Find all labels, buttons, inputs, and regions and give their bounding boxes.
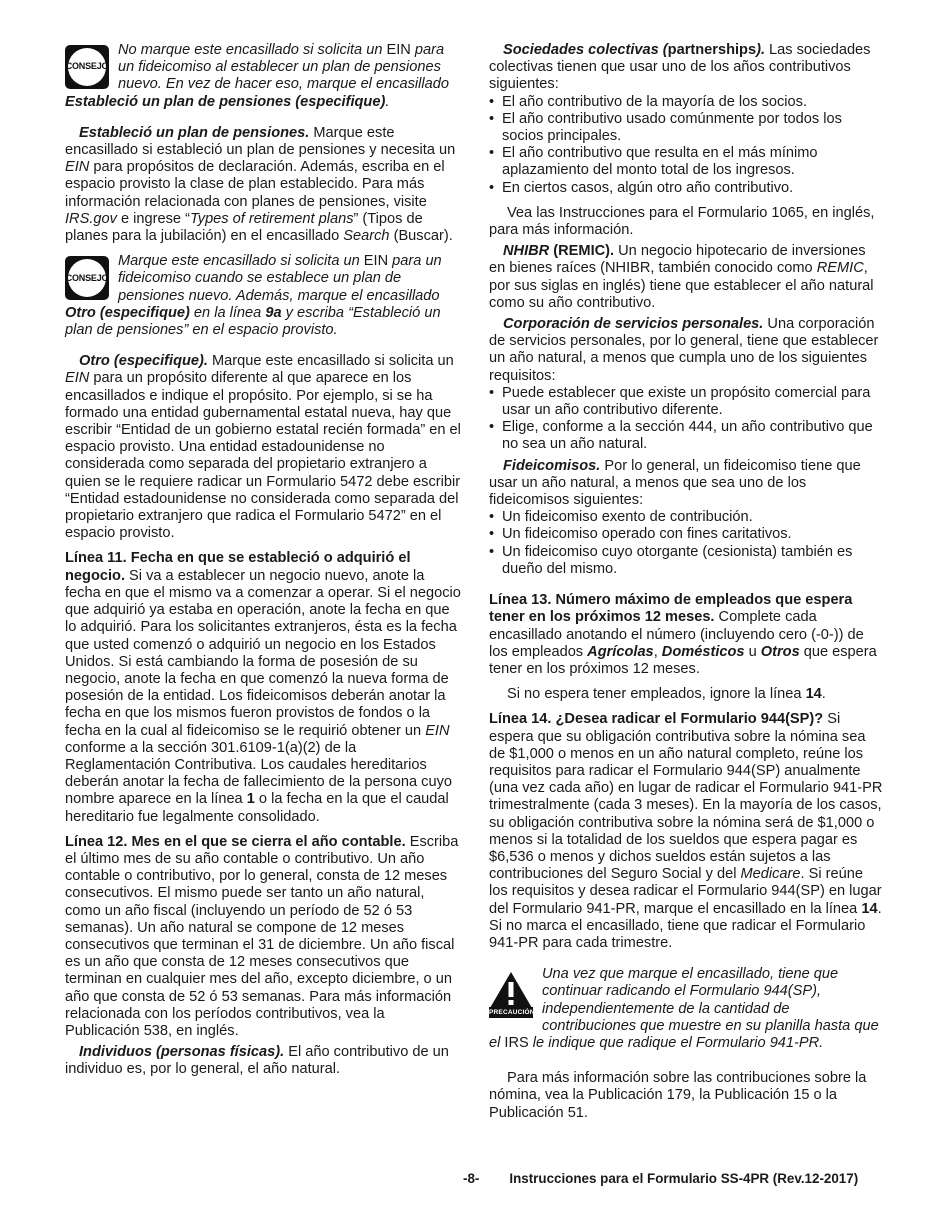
section-heading: Línea 11. Fecha en que se estableció o adquirió el negocio. [65, 550, 411, 584]
left-column [65, 42, 461, 1087]
list-item: • El año contributivo usado comúnmente por todos los socios principales. [489, 111, 885, 145]
line-13-note: Si no espera tener empleados, ignore la línea 14. [507, 686, 826, 703]
section-heading: Otro (especifique). [79, 353, 208, 370]
list-item: • Elige, conforme a la sección 444, un año contributivo que no sea un año natural. [489, 419, 885, 453]
section-nhibr: NHIBR (REMIC). Un negocio hipotecario de inversiones en bienes raíces (NHIBR, también conocido como REMIC, por sus siglas en inglés) tiene que establecer el año natural como su año contributivo. [489, 243, 874, 311]
section-heading: Individuos (personas físicas). [79, 1044, 285, 1061]
section-heading: Línea 13. Número máximo de empleados que espera tener en los próximos 12 meses. [489, 592, 853, 626]
sociedades-note: Vea las Instrucciones para el Formulario 1065, en inglés, para más información. [489, 204, 875, 239]
section-sociedades: Sociedades colectivas (partnerships). Las sociedades colectivas tienen que usar uno de los años contributivos siguientes: • El año contributivo de la mayoría de los socios. • El año contributivo usado comúnmente por todos los socios principales. • El año contributivo que resulta en el más mínimo aplazamiento del monto total de los ingresos. • En ciertos casos, algún otro año contributivo. [489, 42, 885, 197]
section-otro: Otro (especifique). Marque este encasillado si solicita un EIN para un propósito diferente al que aparece en los encasillados e indique el propósito. Por ejemplo, si se ha formado una entidad gubernamental estatal nueva, hay que escribir “Entidad de un gobierno estatal recién formada” en el espacio provisto. Una entidad estadounidense no considerada como separada del propietario extranjero a quien se le requiere radicar un Formulario 5472 debe escribir “Entidad estadounidense no considerada como separada del propietario extranjero que radica el Formulario 5472” en el espacio provisto. [65, 353, 461, 542]
section-line-11: Línea 11. Fecha en que se estableció o adquirió el negocio. Si va a establecer un negocio nuevo, anote la fecha en que el mismo va a comenzar a operar. Si el negocio que adquirió ya estaba en operación, anote la fecha en que lo adquirió. Para los solicitantes extranjeros, ésta es la fecha que usted comenzó o adquirió un negocio en los Estados Unidos. Si está cambiando la forma de posesión de su negocio, anote la fecha en que comenzó la nueva forma de posesión de la entidad. Los fideicomisos deberán anotar la fecha en que los mismos fueron provistos de fondos o la fecha en la cual al fideicomiso se le requirió obtener un EIN conforme a la sección 301.6109-1(a)(2) de la Reglamentación Contributiva. Los caudales hereditarios deberán anotar la fecha de fallecimiento de la persona cuyo nombre aparece en la línea 1 o la fecha en la que el caudal hereditario fue legalmente consolidado. [65, 550, 461, 825]
section-pension-plan: Estableció un plan de pensiones. Marque este encasillado si estableció un plan de pensiones y necesita un EIN para propósitos de declaración. Además, escriba en el espacio provisto la clase de plan establecido. Para más información relacionada con planes de pensiones, visite IRS.gov e ingrese “Types of retirement plans” (Tipos de planes para la jubilación) en el encasillado Search (Buscar). [65, 124, 456, 245]
section-heading: Fideicomisos. [503, 457, 601, 474]
consejo-icon: CONSEJO [65, 45, 109, 89]
right-column [489, 42, 885, 1130]
page-footer [463, 1170, 858, 1187]
section-line-14: Línea 14. ¿Desea radicar el Formulario 944(SP)? Si espera que su obligación contributiva sobre la nómina sea de $1,000 o menos en un año natural completo, reúne los requisitos para radicar el Formulario 944(SP) anualmente (una vez cada año) en lugar de radicar el Formulario 941-PR trimestralmente (cada 3 meses). En la mayoría de los casos, su obligación contributiva sobre la nómina será de $1,000 o menos si la totalidad de los sueldos que espera pagar es $6,536 o menos y dichos sueldos están sujetos a las contribuciones del Seguro Social y del Medicare. Si reúne los requisitos y desea radicar el Formulario 944(SP) en lugar del Formulario 941-PR, marque el encasillado en la línea 14. Si no marca el encasillado, tiene que radicar el Formulario 941-PR para cada trimestre. [489, 711, 883, 951]
section-line-12: Línea 12. Mes en el que se cierra el año contable. Escriba el último mes de su año contable o contributivo. Un año contable o contributivo, por lo general, consta de 12 meses consecutivos. El mismo puede ser tanto un año natural, como un año fiscal (incluyendo un período de 52 ó 53 semanas). Un año natural se compone de 12 meses consecutivos que terminan el 31 de diciembre. Un año fiscal es un año que consta de 12 meses consecutivos que terminan en cualquier mes del año, excepto diciembre, o un año que consta de 52 ó 53 semanas. Para más información relacionada con los períodos contributivos, vea la Publicación 538, en inglés. [65, 833, 459, 1039]
section-heading: Estableció un plan de pensiones. [79, 124, 310, 141]
consejo-icon: CONSEJO [65, 256, 109, 300]
list-item: • En ciertos casos, algún otro año contributivo. [489, 180, 885, 197]
warning-triangle-icon [489, 971, 533, 1009]
list-item: • Un fideicomiso cuyo otorgante (cesionista) también es dueño del mismo. [489, 544, 885, 578]
caution-icon: PRECAUCIÓN [489, 971, 533, 1019]
list-item: • Un fideicomiso exento de contribución. [489, 509, 885, 526]
list-item: • El año contributivo que resulta en el más mínimo aplazamiento del monto total de los ingresos. [489, 145, 885, 179]
section-fideicomisos: Fideicomisos. Por lo general, un fideicomiso tiene que usar un año natural, a menos que sea uno de los fideicomisos siguientes: • Un fideicomiso exento de contribución. • Un fideicomiso operado con fines caritativos. • Un fideicomiso cuyo otorgante (cesionista) también es dueño del mismo. [489, 458, 885, 578]
more-info: Para más información sobre las contribuciones sobre la nómina, vea la Publicación 179, la Publicación 15 o la Publicación 51. [489, 1070, 867, 1121]
list-item: • El año contributivo de la mayoría de los socios. [489, 94, 885, 111]
section-heading: Corporación de servicios personales. [503, 316, 764, 333]
tip-new-pension-plan: CONSEJO Marque este encasillado si solicita un EIN para un fideicomiso cuando se establece un plan de pensiones nuevo. Además, marque el encasillado Otro (especifique) en la línea 9a y escriba “Estableció un plan de pensiones” en el espacio provisto. [65, 253, 442, 339]
section-heading: Línea 12. Mes en el que se cierra el año contable. [65, 833, 406, 850]
tip-pension-trust: CONSEJO No marque este encasillado si solicita un EIN para un fideicomiso al establecer un plan de pensiones nuevo. En vez de hacer eso, marque el encasillado Estableció un plan de pensiones (especifique). [65, 42, 449, 110]
section-line-13: Línea 13. Número máximo de empleados que espera tener en los próximos 12 meses. Complete cada encasillado anotando el número (incluyendo cero (-0-)) de los empleados Agrícolas, Domésticos u Otros que espera tener en los próximos 12 meses. [489, 592, 877, 677]
section-corporacion: Corporación de servicios personales. Una corporación de servicios personales, por lo general, tiene que establecer un año natural, a menos que cumpla uno de los siguientes requisitos: • Puede establecer que existe un propósito comercial para usar un año contributivo diferente. • Elige, conforme a la sección 444, un año contributivo que no sea un año natural. [489, 316, 885, 454]
caution-note: PRECAUCIÓN Una vez que marque el encasillado, tiene que continuar radicando el Formulario 944(SP), independientemente de la cantidad de contribuciones que muestre en su planilla hasta que el IRS le indique que radique el Formulario 941-PR. [489, 966, 879, 1051]
list-item: • Puede establecer que existe un propósito comercial para usar un año contributivo diferente. [489, 385, 885, 419]
page-number: -8- [463, 1171, 480, 1186]
list-item: • Un fideicomiso operado con fines caritativos. [489, 526, 885, 543]
section-heading: Línea 14. ¿Desea radicar el Formulario 944(SP)? [489, 711, 824, 728]
footer-title: Instrucciones para el Formulario SS-4PR (Rev.12-2017) [509, 1171, 859, 1186]
section-individuos: Individuos (personas físicas). El año contributivo de un individuo es, por lo general, el año natural. [65, 1044, 449, 1078]
